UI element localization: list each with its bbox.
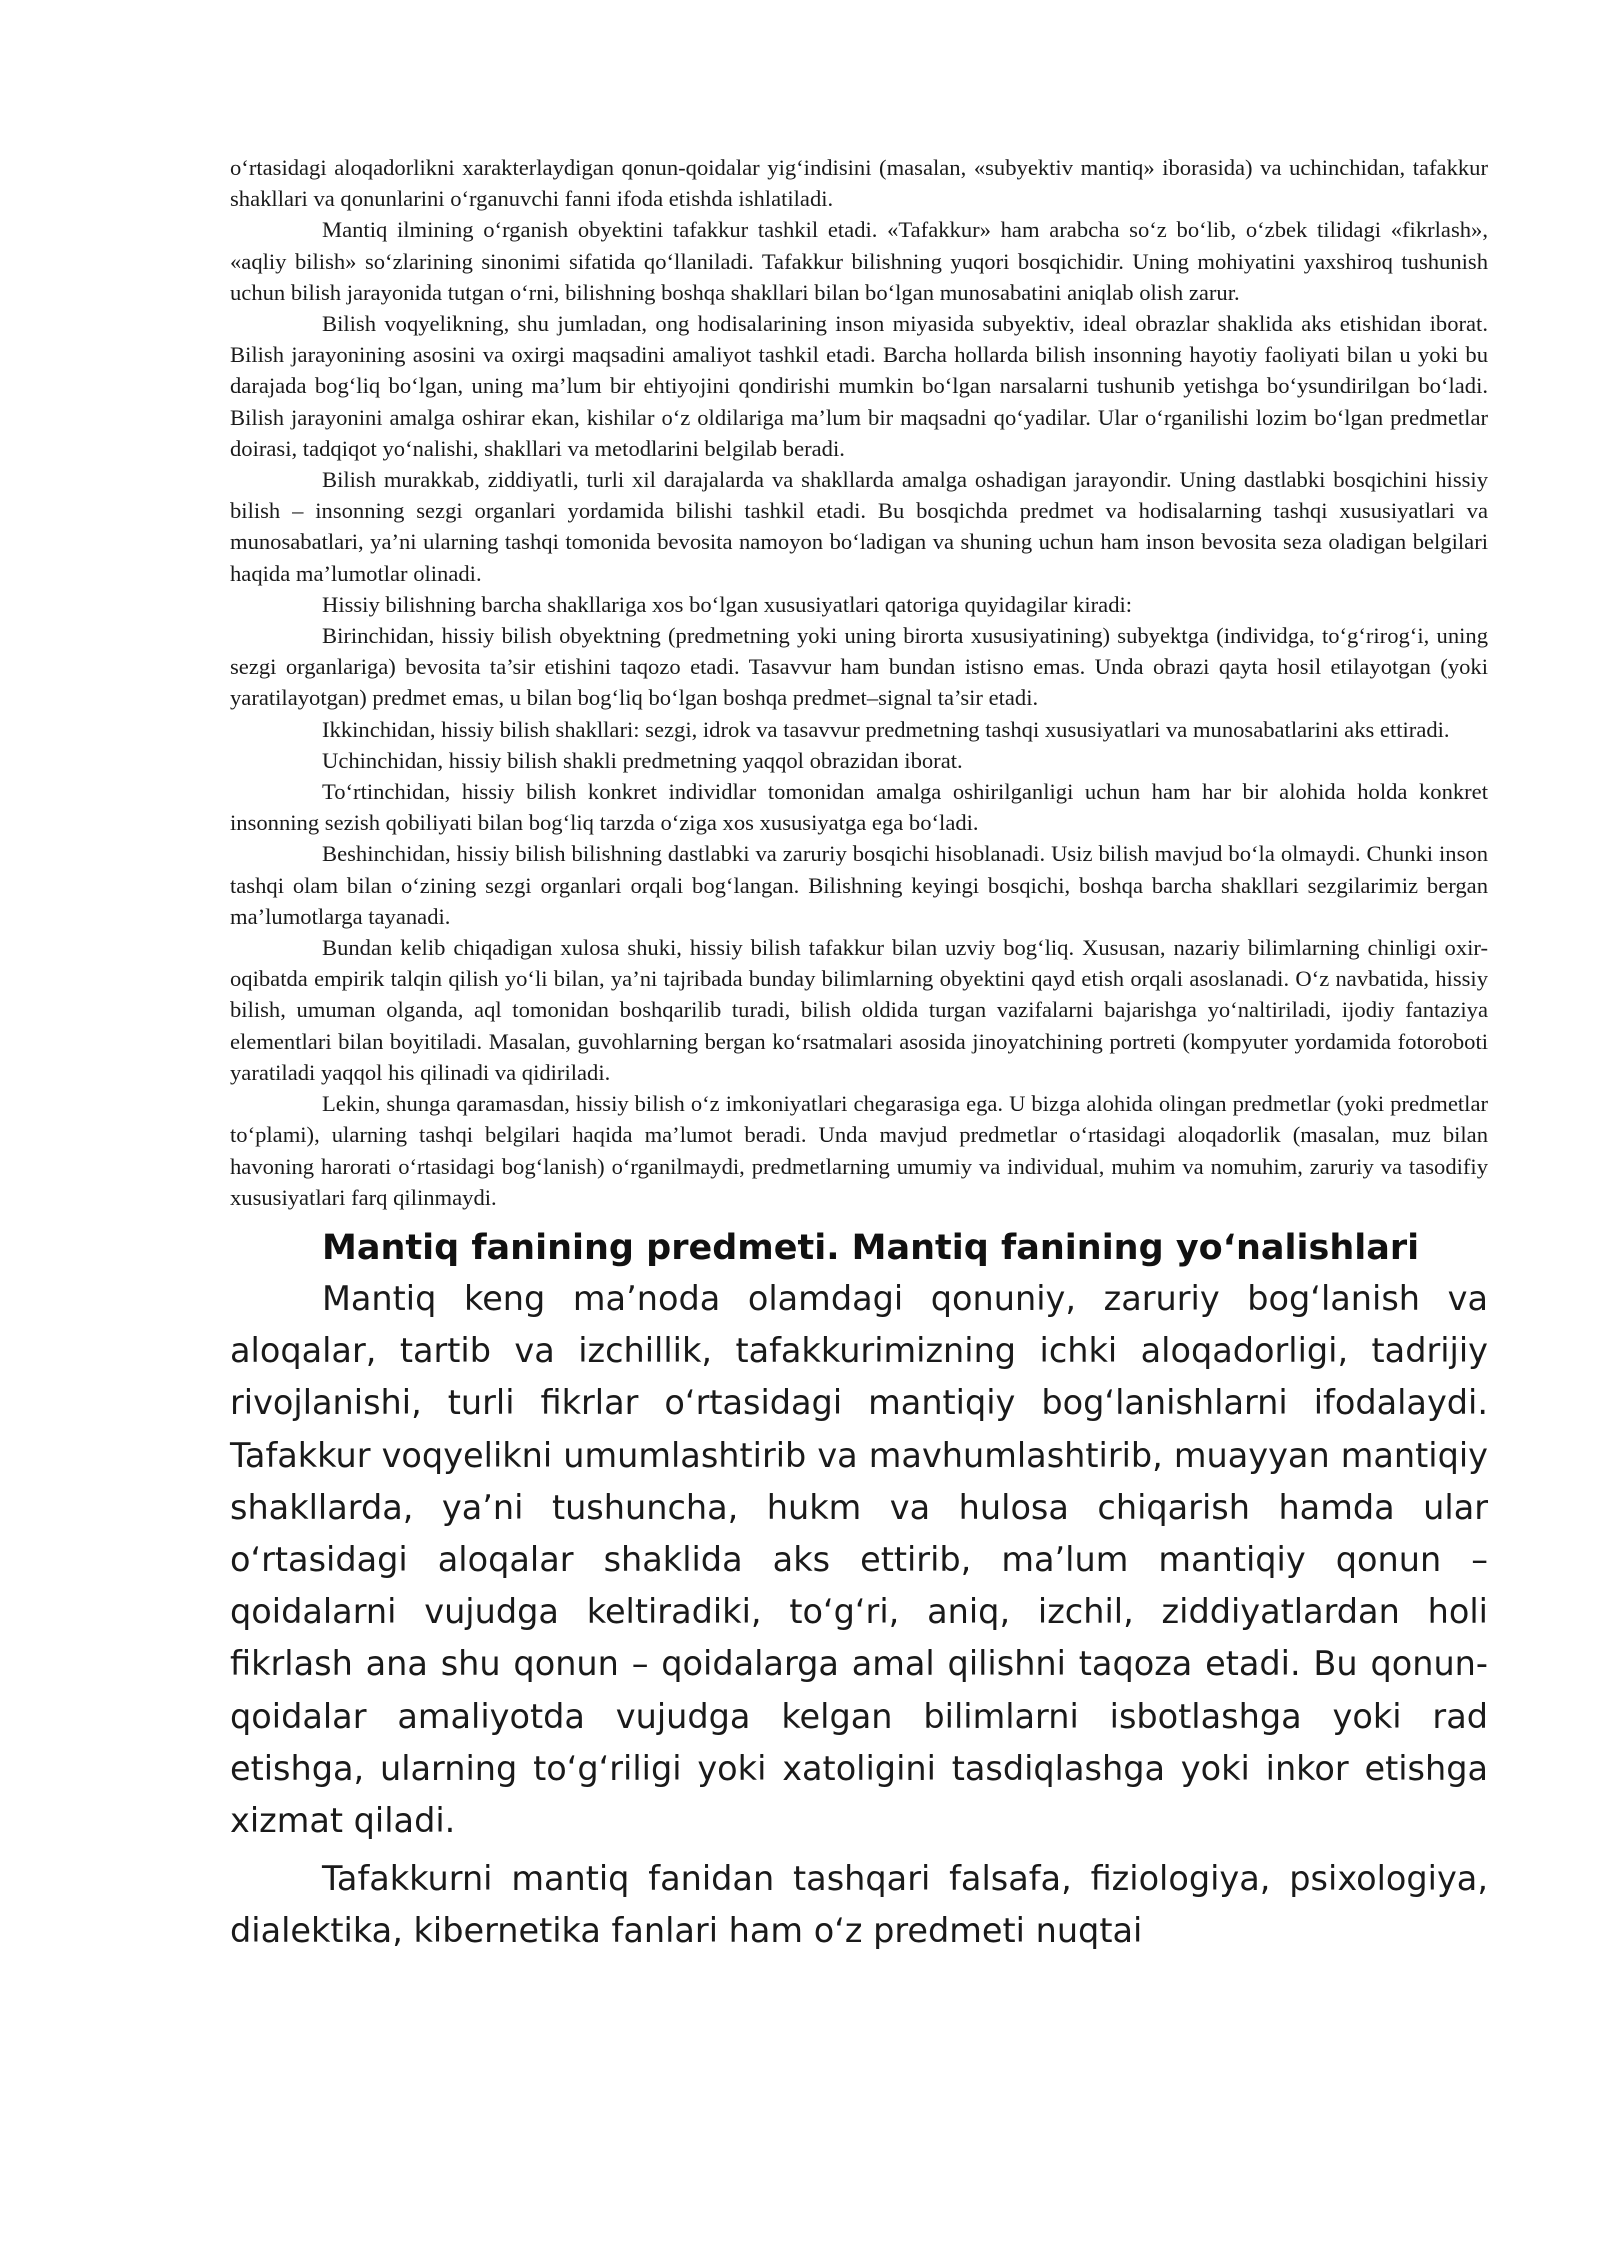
document-page xyxy=(230,152,1488,1958)
paragraph: Bilish murakkab, ziddiyatli, turli xil darajalarda va shakllarda amalga oshadigan jarayondir. Uning dastlabki bosqichini hissiy bilish – insonning sezgi organlari yordamida bilishi tashkil etadi. Bu bosqichda predmet va hodisalarning tashqi xususiyatlari va munosabatlari, ya’ni ularning tashqi tomonida bevosita namoyon bo‘ladigan va shuning uchun ham inson bevosita seza oladigan belgilari haqida ma’lumotlar olinadi. xyxy=(230,467,1488,586)
paragraph: Ikkinchidan, hissiy bilish shakllari: sezgi, idrok va tasavvur predmetning tashqi xususiyatlari va munosabatlarini aks ettiradi. xyxy=(322,716,1450,742)
paragraph: o‘rtasidagi aloqadorlikni xarakterlaydigan qonun-qoidalar yig‘indisini (masalan, «subyektiv mantiq» iborasida) va uchinchidan, tafakkur shakllari va qonunlarini o‘rganuvchi fanni ifoda etishda ishlatiladi. xyxy=(230,155,1488,212)
paragraph: Birinchidan, hissiy bilish obyektning (predmetning yoki uning birorta xususiyatining) subyektga (individga, to‘g‘rirog‘i, uning sezgi organlariga) bevosita ta’sir etishini taqozo etadi. Tasavvur ham bundan istisno emas. Unda obrazi qayta hosil etilayotgan (yoki yaratilayotgan) predmet emas, u bilan bog‘liq bo‘lgan boshqa predmet–signal ta’sir etadi. xyxy=(230,623,1488,711)
paragraph: Beshinchidan, hissiy bilish bilishning dastlabki va zaruriy bosqichi hisoblanadi. Usiz bilish mavjud bo‘la olmaydi. Chunki inson tashqi olam bilan o‘zining sezgi organlari orqali bog‘langan. Bilishning keyingi bosqichi, boshqa barcha shakllari sezgilarimiz bergan ma’lumotlarga tayanadi. xyxy=(230,841,1488,929)
body-text-serif xyxy=(230,152,1488,1213)
paragraph: Bundan kelib chiqadigan xulosa shuki, hissiy bilish tafakkur bilan uzviy bog‘liq. Xususan, nazariy bilimlarning chinligi oxir-oqibatda empirik talqin qilish yo‘li bilan, ya’ni tajribada bunday bilimlarning obyektini qayd etish orqali asoslanadi. O‘z navbatida, hissiy bilish, umuman olganda, aql tomonidan boshqarilib turadi, bilish oldida turgan vazifalarni bajarishga yo‘naltiriladi, ijodiy fantaziya elementlari bilan boyitiladi. Masalan, guvohlarning bergan ko‘rsatmalari asosida jinoyatchining portreti (kompyuter yordamida fotoroboti yaratiladi yaqqol his qilinadi va qidiriladi. xyxy=(230,935,1488,1085)
paragraph: Uchinchidan, hissiy bilish shakli predmetning yaqqol obrazidan iborat. xyxy=(322,747,963,773)
section-heading: Mantiq fanining predmeti. Mantiq fanining yo‘nalishlari xyxy=(322,1227,1420,1268)
paragraph: To‘rtinchidan, hissiy bilish konkret individlar tomonidan amalga oshirilganligi uchun ham har bir alohida holda konkret insonning sezish qobiliyati bilan bog‘liq tarzda o‘ziga xos xususiyatga ega bo‘ladi. xyxy=(230,779,1488,836)
paragraph: Mantiq ilmining o‘rganish obyektini tafakkur tashkil etadi. «Tafakkur» ham arabcha so‘z bo‘lib, o‘zbek tilidagi «fikrlash», «aqliy bilish» so‘zlarining sinonimi sifatida qo‘llaniladi. Tafakkur bilishning yuqori bosqichidir. Uning mohiyatini yaxshiroq tushunish uchun bilish jarayonida tutgan o‘rni, bilishning boshqa shakllari bilan bo‘lgan munosabatini aniqlab olish zarur. xyxy=(230,217,1488,305)
paragraph: Mantiq keng ma’noda olamdagi qonuniy, zaruriy bog‘lanish va aloqalar, tartib va izchillik, tafakkurimizning ichki aloqadorligi, tadrijiy rivojlanishi, turli fikrlar o‘rtasidagi mantiqiy bog‘lanishlarni ifodalaydi. Tafakkur voqyelikni umumlashtirib va mavhumlashtirib, muayyan mantiqiy shakllarda, ya’ni tushuncha, hukm va hulosa chiqarish hamda ular o‘rtasidagi aloqalar shaklida aks ettirib, ma’lum mantiqiy qonun – qoidalarni vujudga keltiradiki, to‘g‘ri, aniq, izchil, ziddiyatlardan holi fikrlash ana shu qonun – qoidalarga amal qilishni taqoza etadi. Bu qonun-qoidalar amaliyotda vujudga kelgan bilimlarni isbotlashga yoki rad etishga, ularning to‘g‘riligi yoki xatoligini tasdiqlashga yoki inkor etishga xizmat qiladi. xyxy=(230,1278,1488,1840)
body-text-sans xyxy=(230,1273,1488,1958)
paragraph: Hissiy bilishning barcha shakllariga xos bo‘lgan xususiyatlari qatoriga quyidagilar kiradi: xyxy=(322,591,1133,617)
paragraph: Tafakkurni mantiq fanidan tashqari falsafa, fiziologiya, psixologiya, dialektika, kibernetika fanlari ham o‘z predmeti nuqtai xyxy=(230,1859,1488,1951)
paragraph: Lekin, shunga qaramasdan, hissiy bilish o‘z imkoniyatlari chegarasiga ega. U bizga alohida olingan predmetlar (yoki predmetlar to‘plami), ularning tashqi belgilari haqida ma’lumot beradi. Unda mavjud predmetlar o‘rtasidagi aloqadorlik (masalan, muz bilan havoning harorati o‘rtasidagi bog‘lanish) o‘rganilmaydi, predmetlarning umumiy va individual, muhim va nomuhim, zaruriy va tasodifiy xususiyatlari farq qilinmaydi. xyxy=(230,1091,1488,1210)
paragraph: Bilish voqyelikning, shu jumladan, ong hodisalarining inson miyasida subyektiv, ideal obrazlar shaklida aks etishidan iborat. Bilish jarayonining asosini va oxirgi maqsadini amaliyot tashkil etadi. Barcha hollarda bilish insonning hayotiy faoliyati bilan u yoki bu darajada bog‘liq bo‘lgan, uning ma’lum bir ehtiyojini qondirishi mumkin bo‘lgan narsalarni tushunib yetishga bo‘ysundirilgan bo‘ladi. Bilish jarayonini amalga oshirar ekan, kishilar o‘z oldilariga ma’lum bir maqsadni qo‘yadilar. Ular o‘rganilishi lozim bo‘lgan predmetlar doirasi, tadqiqot yo‘nalishi, shakllari va metodlarini belgilab beradi. xyxy=(230,311,1488,461)
